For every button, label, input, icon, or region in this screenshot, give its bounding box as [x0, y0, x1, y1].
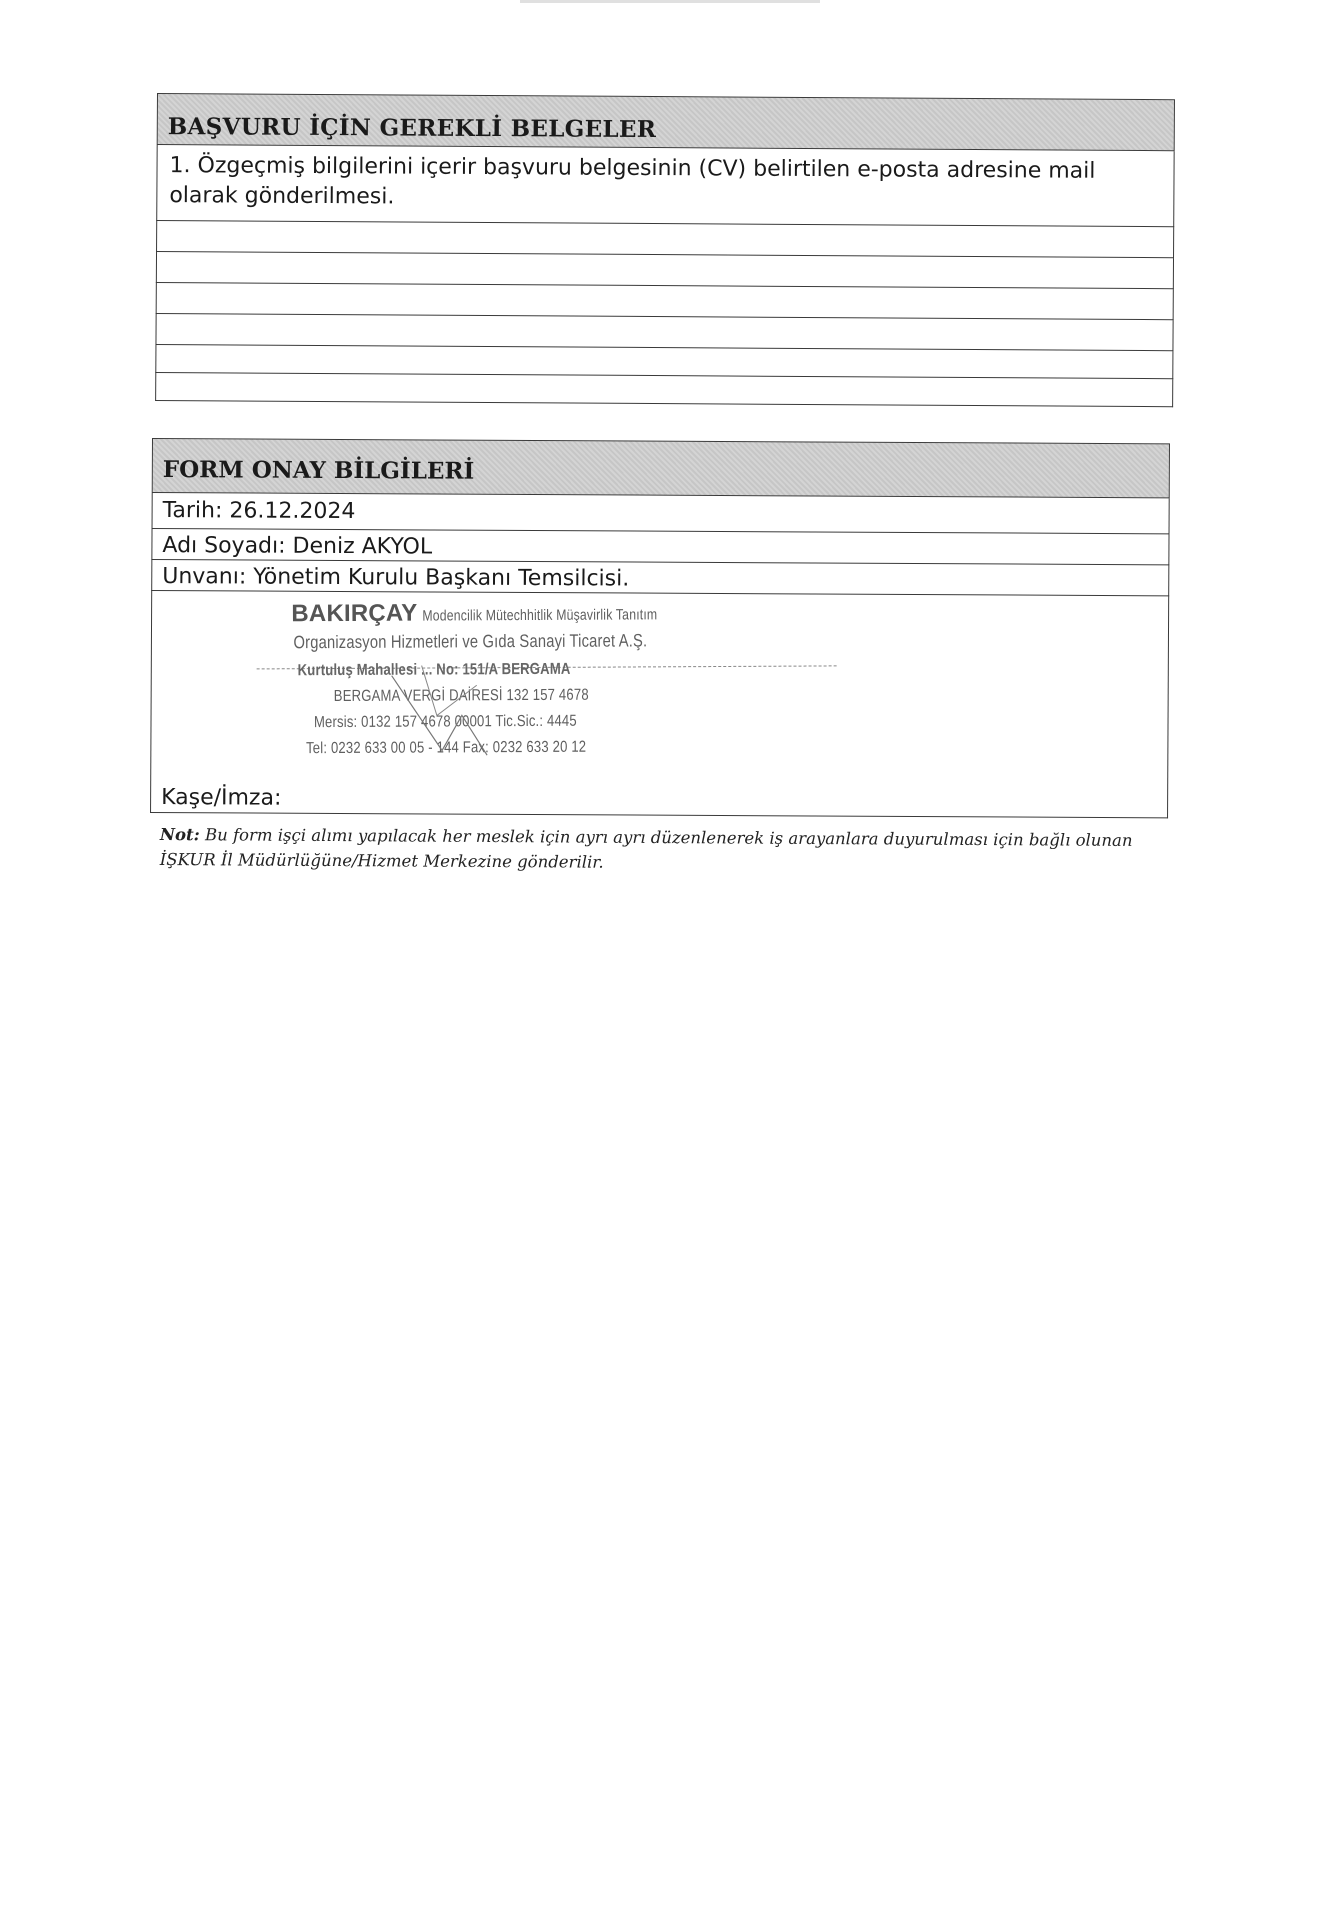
stamp-line-3: Kurtuluş Mahallesi ... No: 151/A BERGAMA	[297, 660, 571, 680]
stamp-line-2: Organizasyon Hizmetleri ve Gıda Sanayi Ticaret A.Ş.	[293, 630, 648, 653]
required-documents-table	[155, 93, 1175, 407]
form-approval-title: FORM ONAY BİLGİLERİ	[162, 456, 475, 485]
note-label: Not:	[159, 824, 200, 845]
required-documents-item	[156, 145, 1174, 227]
required-documents-title: BAŞVURU İÇİN GEREKLİ BELGELER	[167, 113, 657, 144]
date-row	[152, 493, 1170, 534]
name-label: Adı Soyadı:	[162, 533, 286, 559]
empty-table-row	[155, 373, 1173, 407]
date-value: 26.12.2024	[229, 498, 356, 525]
title-label: Unvanı:	[162, 564, 247, 590]
stamp-line-1-rest: Modencilik Mütechhitlik Müşavirlik Tanıtım	[422, 606, 658, 625]
stamp-line-5: Mersis: 0132 157 4678 00001 Tic.Sic.: 4445	[313, 712, 577, 732]
stamp-line-6: Tel: 0232 633 00 05 - 144 Fax: 0232 633 20 12	[306, 738, 587, 758]
note-text: Bu form işçi alımı yapılacak her meslek için ayrı ayrı düzenlenerek iş arayanlara duyurulması için bağlı olunan İŞKUR İl Müdürlüğüne/Hizmet Merkezine gönderilir.	[159, 825, 1133, 872]
scan-artifact	[520, 0, 820, 3]
footer-note	[160, 822, 1190, 878]
signature-scribble	[382, 655, 503, 766]
required-documents-item-text: 1. Özgeçmiş bilgilerini içerir başvuru belgesinin (CV) belirtilen e-posta adresine mail olarak gönderilmesi.	[169, 153, 1096, 210]
name-value: Deniz AKYOL	[292, 533, 433, 560]
form-approval-table	[150, 438, 1170, 818]
title-value: Yönetim Kurulu Başkanı Temsilcisi.	[253, 564, 630, 592]
company-stamp	[291, 598, 772, 771]
stamp-signature-row	[150, 591, 1169, 818]
stamp-line-4: BERGAMA VERGİ DAİRESİ 132 157 4678	[333, 686, 589, 706]
stamp-signature-label: Kaşe/İmza:	[161, 785, 282, 811]
stamp-brand: BAKIRÇAY	[291, 599, 418, 628]
stamp-line-1	[291, 598, 708, 628]
form-approval-header	[152, 438, 1170, 498]
required-documents-header	[157, 93, 1175, 151]
date-label: Tarih:	[162, 498, 223, 524]
